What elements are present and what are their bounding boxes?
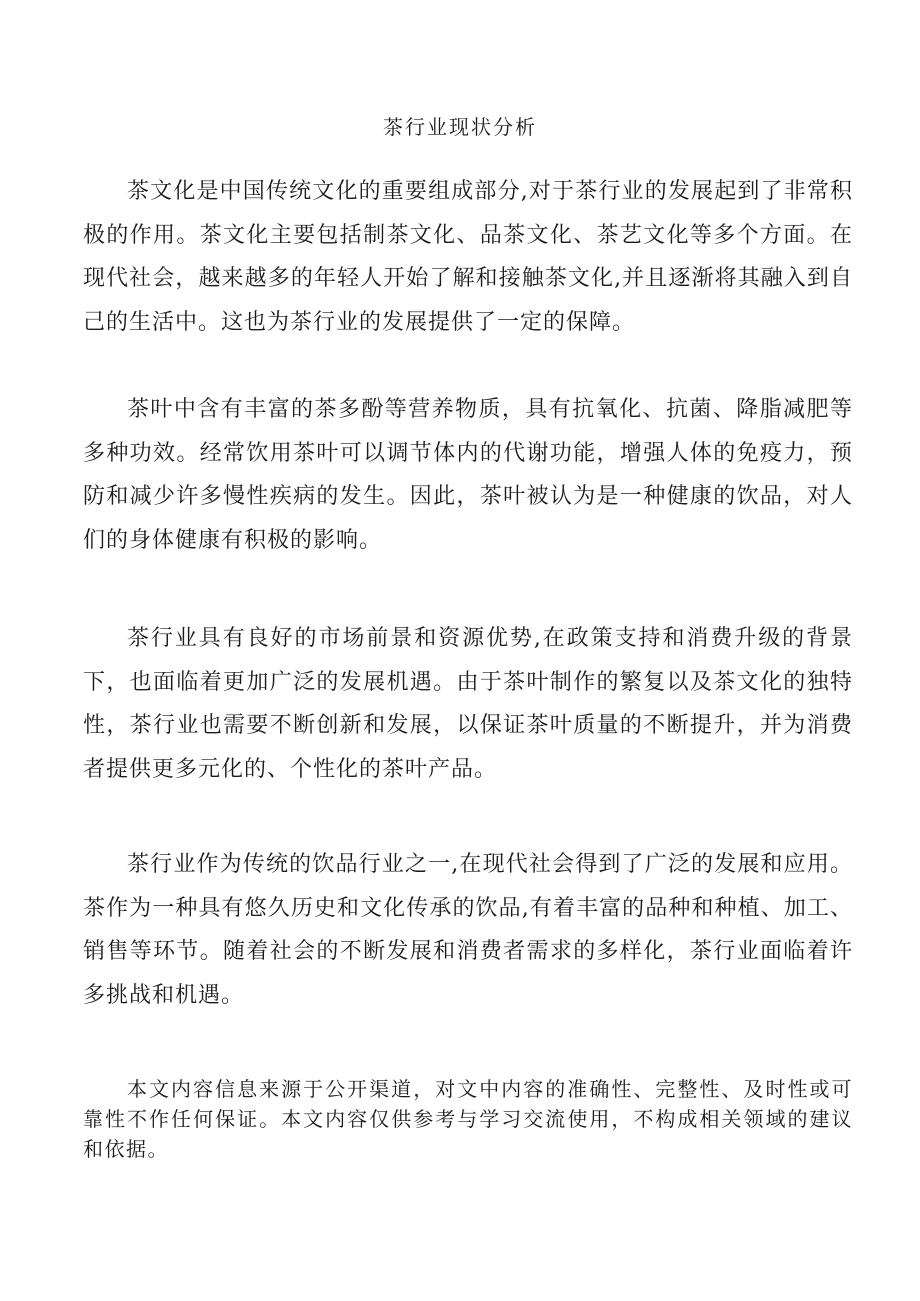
paragraph-health-benefits: 茶叶中含有丰富的茶多酚等营养物质，具有抗氧化、抗菌、降脂减肥等多种功效。经常饮用茶叶可以调节体内的代谢功能，增强人体的免疫力，预防和减少许多慢性疾病的发生。因此，茶叶被认为是一种健康的饮品，对人们的身体健康有积极的影响。	[83, 397, 853, 553]
paragraph-industry-development: 茶行业作为传统的饮品行业之一,在现代社会得到了广泛的发展和应用。茶作为一种具有悠久历史和文化传承的饮品,有着丰富的品种和种植、加工、销售等环节。随着社会的不断发展和消费者需求的多样化，茶行业面临着许多挑战和机遇。	[83, 852, 853, 1008]
paragraph-market-prospects: 茶行业具有良好的市场前景和资源优势,在政策支持和消费升级的背景下，也面临着更加广泛的发展机遇。由于茶叶制作的繁复以及茶文化的独特性，茶行业也需要不断创新和发展，以保证茶叶质量的不断提升，并为消费者提供更多元化的、个性化的茶叶产品。	[83, 626, 853, 782]
paragraph-tea-culture: 茶文化是中国传统文化的重要组成部分,对于茶行业的发展起到了非常积极的作用。茶文化主要包括制茶文化、品茶文化、茶艺文化等多个方面。在现代社会，越来越多的年轻人开始了解和接触茶文化,并且逐渐将其融入到自己的生活中。这也为茶行业的发展提供了一定的保障。	[83, 179, 853, 335]
page-title: 茶行业现状分析	[383, 115, 537, 139]
disclaimer-text: 本文内容信息来源于公开渠道，对文中内容的准确性、完整性、及时性或可靠性不作任何保证。本文内容仅供参考与学习交流使用，不构成相关领域的建议和依据。	[83, 1077, 853, 1161]
